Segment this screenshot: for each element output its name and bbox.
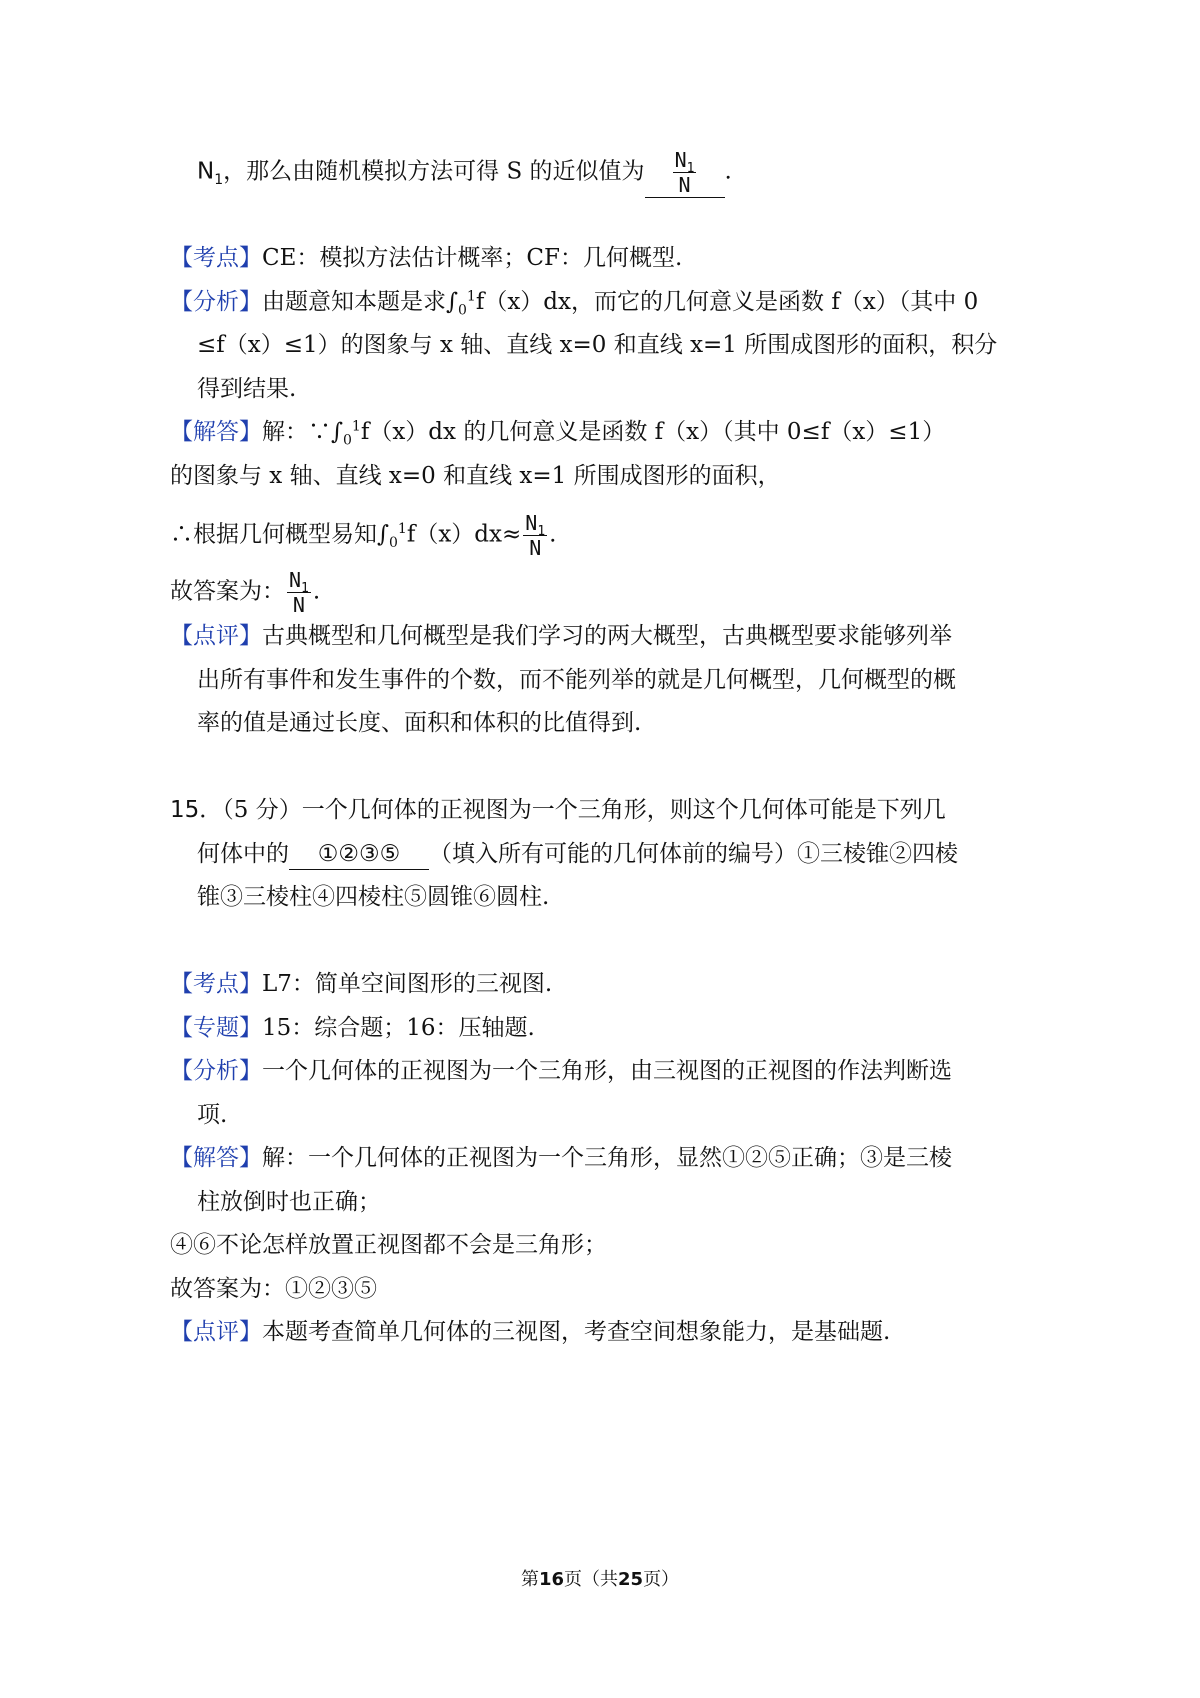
q14-jieda-line2: 的图象与 x 轴、直线 x=0 和直线 x=1 所围成图形的面积，	[170, 463, 781, 489]
q14-dianping-line3: 率的值是通过长度、面积和体积的比值得到.	[197, 710, 642, 736]
q14-tail-text: ，那么由随机模拟方法可得 S 的近似值为	[223, 158, 645, 185]
q14-answer-line: 故答案为： $\frac{N_1}{N}$ .	[170, 568, 321, 617]
q15-line2: 何体中的 ①②③⑤ （填入所有可能的几何体前的编号）①三棱锥②四棱	[197, 839, 958, 870]
kaodian-text: CE：模拟方法估计概率；CF：几何概型.	[262, 245, 683, 271]
kaodian-tag: 【考点】	[170, 245, 262, 271]
q14-jieda-line3: ∴根据几何概型易知$\int_0^1f(x)dx\approx$ $\frac{N_1}{N}$ .	[170, 511, 557, 560]
q14-kaodian	[170, 243, 682, 273]
q15-jieda-line2: 柱放倒时也正确；	[197, 1189, 381, 1215]
q14-tail-line: $N_1$，那么由随机模拟方法可得 S 的近似值为 $\frac{N_1}{N}$ .	[197, 148, 732, 197]
final-answer-fraction: $\frac{N_1}{N}$	[289, 568, 309, 617]
fenxi-tag: 【分析】	[170, 289, 262, 315]
q15-zhuanti: 【专题】15：综合题；16：压轴题.	[170, 1015, 535, 1041]
answer-blank	[645, 148, 725, 198]
q15-jieda-line3: ④⑥不论怎样放置正视图都不会是三角形；	[170, 1232, 607, 1258]
answer-fraction: $\frac{N_1}{N}$	[674, 148, 695, 197]
jieda-tag: 【解答】	[170, 419, 262, 445]
q15-number: 15．	[170, 797, 223, 823]
q14-fenxi-line1: 【分析】由题意知本题是求$\int_0^1f(x)dx$，而它的几何意义是函数 f（x）（其中 0	[170, 288, 979, 319]
page-footer: 第16页（共25页）	[520, 1569, 680, 1590]
q14-jieda-line1: 【解答】解：$\because\int_0^1f(x)dx$ 的几何意义是函数 f（x）（其中 0≤f（x）≤1）	[170, 418, 946, 449]
approx-fraction: $\frac{N_1}{N}$	[525, 511, 546, 560]
q15-line3: 锥③三棱柱④四棱柱⑤圆锥⑥圆柱.	[197, 884, 550, 910]
q15-line1: 15．（5 分）一个几何体的正视图为一个三角形，则这个几何体可能是下列几	[170, 797, 946, 823]
q14-fenxi-line3: 得到结果.	[197, 376, 297, 402]
q15-fenxi-line2: 项.	[197, 1102, 228, 1128]
q14-dianping-line1: 【点评】古典概型和几何概型是我们学习的两大概型，古典概型要求能够列举	[170, 623, 952, 649]
q14-fenxi-line2: ≤f（x）≤1）的图象与 x 轴、直线 x=0 和直线 x=1 所围成图形的面积，积分	[197, 332, 998, 358]
q15-jieda-line4: 故答案为：①②③⑤	[170, 1276, 377, 1302]
page-number: 16	[538, 1569, 564, 1590]
q15-jieda-line1: 【解答】解：一个几何体的正视图为一个三角形，显然①②⑤正确；③是三棱	[170, 1145, 952, 1171]
q15-answer-blank: ①②③⑤	[289, 839, 429, 870]
q14-dianping-line2: 出所有事件和发生事件的个数，而不能列举的就是几何概型，几何概型的概	[197, 667, 956, 693]
dianping-tag: 【点评】	[170, 623, 262, 649]
n1-subscript: 1	[214, 172, 224, 189]
q15-fenxi-line1: 【分析】一个几何体的正视图为一个三角形，由三视图的正视图的作法判断选	[170, 1058, 952, 1084]
q15-dianping: 【点评】本题考查简单几何体的三视图，考查空间想象能力，是基础题.	[170, 1319, 891, 1345]
total-pages: 25	[618, 1569, 644, 1590]
q15-kaodian: 【考点】L7：简单空间图形的三视图.	[170, 971, 553, 997]
n1-symbol: N	[197, 158, 215, 185]
